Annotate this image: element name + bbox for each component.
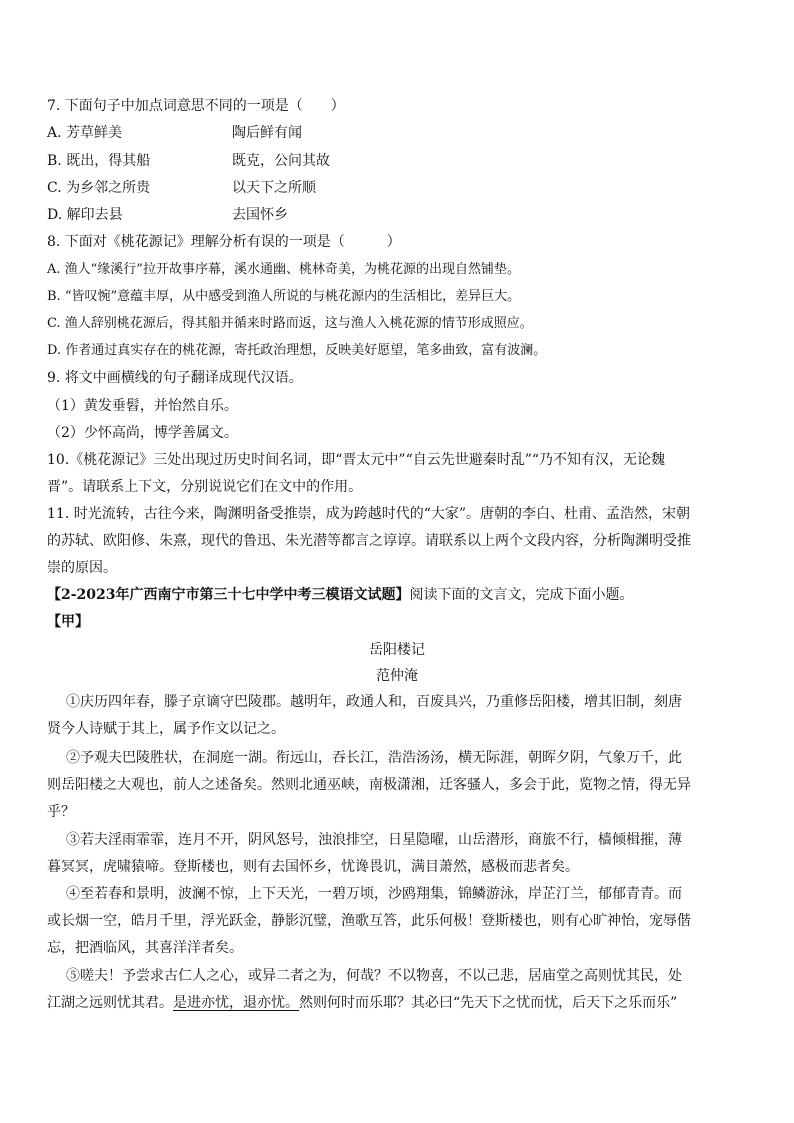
- essay-p1-line-2: 贤今人诗赋于其上，属予作文以记之。: [47, 721, 285, 737]
- q9-item-2: （2）少怀高尚，博学善属文。: [47, 425, 238, 441]
- q7-option-b-left: B. 既出，得其船: [47, 153, 151, 169]
- essay-p5-line-2-pre: 江湖之远则忧其君。: [47, 995, 173, 1011]
- essay-p4-line-1: ④至若春和景明，波澜不惊，上下天光，一碧万顷，沙鸥翔集，锦鳞游泳，岸芷汀兰，郁郁青青。而: [66, 886, 682, 902]
- question-10-line-2: 晋”。请联系上下文，分别说说它们在文中的作用。: [47, 479, 363, 495]
- essay-p5-line-1: ⑤嗟夫！予尝求古仁人之心，或异二者之为，何哉？不以物喜，不以己悲，居庙堂之高则忧其民，处: [66, 968, 682, 984]
- essay-title: 岳阳楼记: [369, 642, 425, 658]
- essay-p4-line-3: 忘，把酒临风，其喜洋洋者矣。: [47, 940, 243, 956]
- q8-option-b: B. “皆叹惋”意蕴丰厚，从中感受到渔人所说的与桃花源内的生活相比，差异巨大。: [47, 289, 521, 304]
- q7-option-b-right: 既克，公问其故: [232, 153, 330, 169]
- essay-p2-line-2: 则岳阳楼之大观也，前人之述备矣。然则北通巫峡，南极潇湘，迁客骚人，多会于此，览物之情，得无异: [47, 777, 691, 793]
- essay-p3-line-2: 暮冥冥，虎啸猿啼。登斯楼也，则有去国怀乡，忧谗畏讥，满目萧然，感极而悲者矣。: [47, 859, 579, 875]
- essay-author: 范仲淹: [376, 668, 418, 684]
- essay-p5-line-2-post: 然则何时而乐耶？其必曰“先天下之忧而忧，后天下之乐而乐”: [299, 995, 678, 1011]
- section-header: [47, 585, 634, 605]
- q7-option-c-right: 以天下之所顺: [232, 180, 316, 196]
- question-7-stem: 7. 下面句子中加点词意思不同的一项是（ ）: [47, 98, 345, 114]
- section-source: 【2-2023年广西南宁市第三十七中学中考三模语文试题】: [47, 587, 410, 603]
- section-label: 【甲】: [47, 614, 89, 630]
- q8-option-a: A. 渔人“缘溪行”拉开故事序幕，溪水通幽、桃林奇美，为桃花源的出现自然铺垫。: [47, 262, 520, 277]
- essay-p3-line-1: ③若夫淫雨霏霏，连月不开，阴风怒号，浊浪排空，日星隐曜，山岳潜形，商旅不行，樯倾楫摧，薄: [66, 832, 682, 848]
- q7-option-c-left: C. 为乡邻之所贵: [47, 180, 151, 196]
- q8-option-c: C. 渔人辞别桃花源后，得其船并循来时路而返，这与渔人入桃花源的情节形成照应。: [47, 316, 533, 331]
- question-9-stem: 9. 将文中画横线的句子翻译成现代汉语。: [47, 370, 303, 386]
- q7-option-a-right: 陶后鲜有闻: [232, 125, 302, 141]
- q9-item-1: （1）黄发垂髫，并怡然自乐。: [47, 398, 238, 414]
- question-10-line-1: 10.《桃花源记》三处出现过历史时间名词，即“晋太元中”“自云先世避秦时乱”“乃不知有汉，无论魏: [47, 452, 666, 468]
- question-8-stem: 8. 下面对《桃花源记》理解分析有误的一项是（ ）: [47, 234, 401, 250]
- section-instruction: 阅读下面的文言文，完成下面小题。: [409, 587, 634, 603]
- q7-option-a-left: A. 芳草鲜美: [47, 125, 123, 141]
- q8-option-d: D. 作者通过真实存在的桃花源，寄托政治理想，反映美好愿望，笔多曲致，富有波澜。: [47, 343, 547, 358]
- essay-p2-line-3: 乎？: [47, 804, 75, 820]
- q7-option-d-right: 去国怀乡: [232, 207, 288, 223]
- essay-p4-line-2: 或长烟一空，皓月千里，浮光跃金，静影沉璧，渔歌互答，此乐何极！登斯楼也，则有心旷神怡，宠辱偕: [47, 913, 691, 929]
- essay-p5-underlined-sentence: 是进亦忧，退亦忧。: [173, 995, 299, 1011]
- essay-p5-line-2: [47, 993, 677, 1013]
- q7-option-d-left: D. 解印去县: [47, 207, 123, 223]
- essay-p2-line-1: ②予观夫巴陵胜状，在洞庭一湖。衔远山，吞长江，浩浩汤汤，横无际涯，朝晖夕阴，气象万千，此: [66, 750, 682, 766]
- essay-p1-line-1: ①庆历四年春，滕子京谪守巴陵郡。越明年，政通人和，百废具兴，乃重修岳阳楼，增其旧制，刻唐: [66, 694, 682, 710]
- question-11-line-3: 崇的原因。: [47, 560, 117, 576]
- question-11-line-1: 11. 时光流转，古往今来，陶渊明备受推崇，成为跨越时代的“大家”。唐朝的李白、杜甫、孟浩然，宋朝: [47, 506, 691, 522]
- question-11-line-2: 的苏轼、欧阳修、朱熹，现代的鲁迅、朱光潜等都言之谆谆。请联系以上两个文段内容，分析陶渊明受推: [47, 533, 691, 549]
